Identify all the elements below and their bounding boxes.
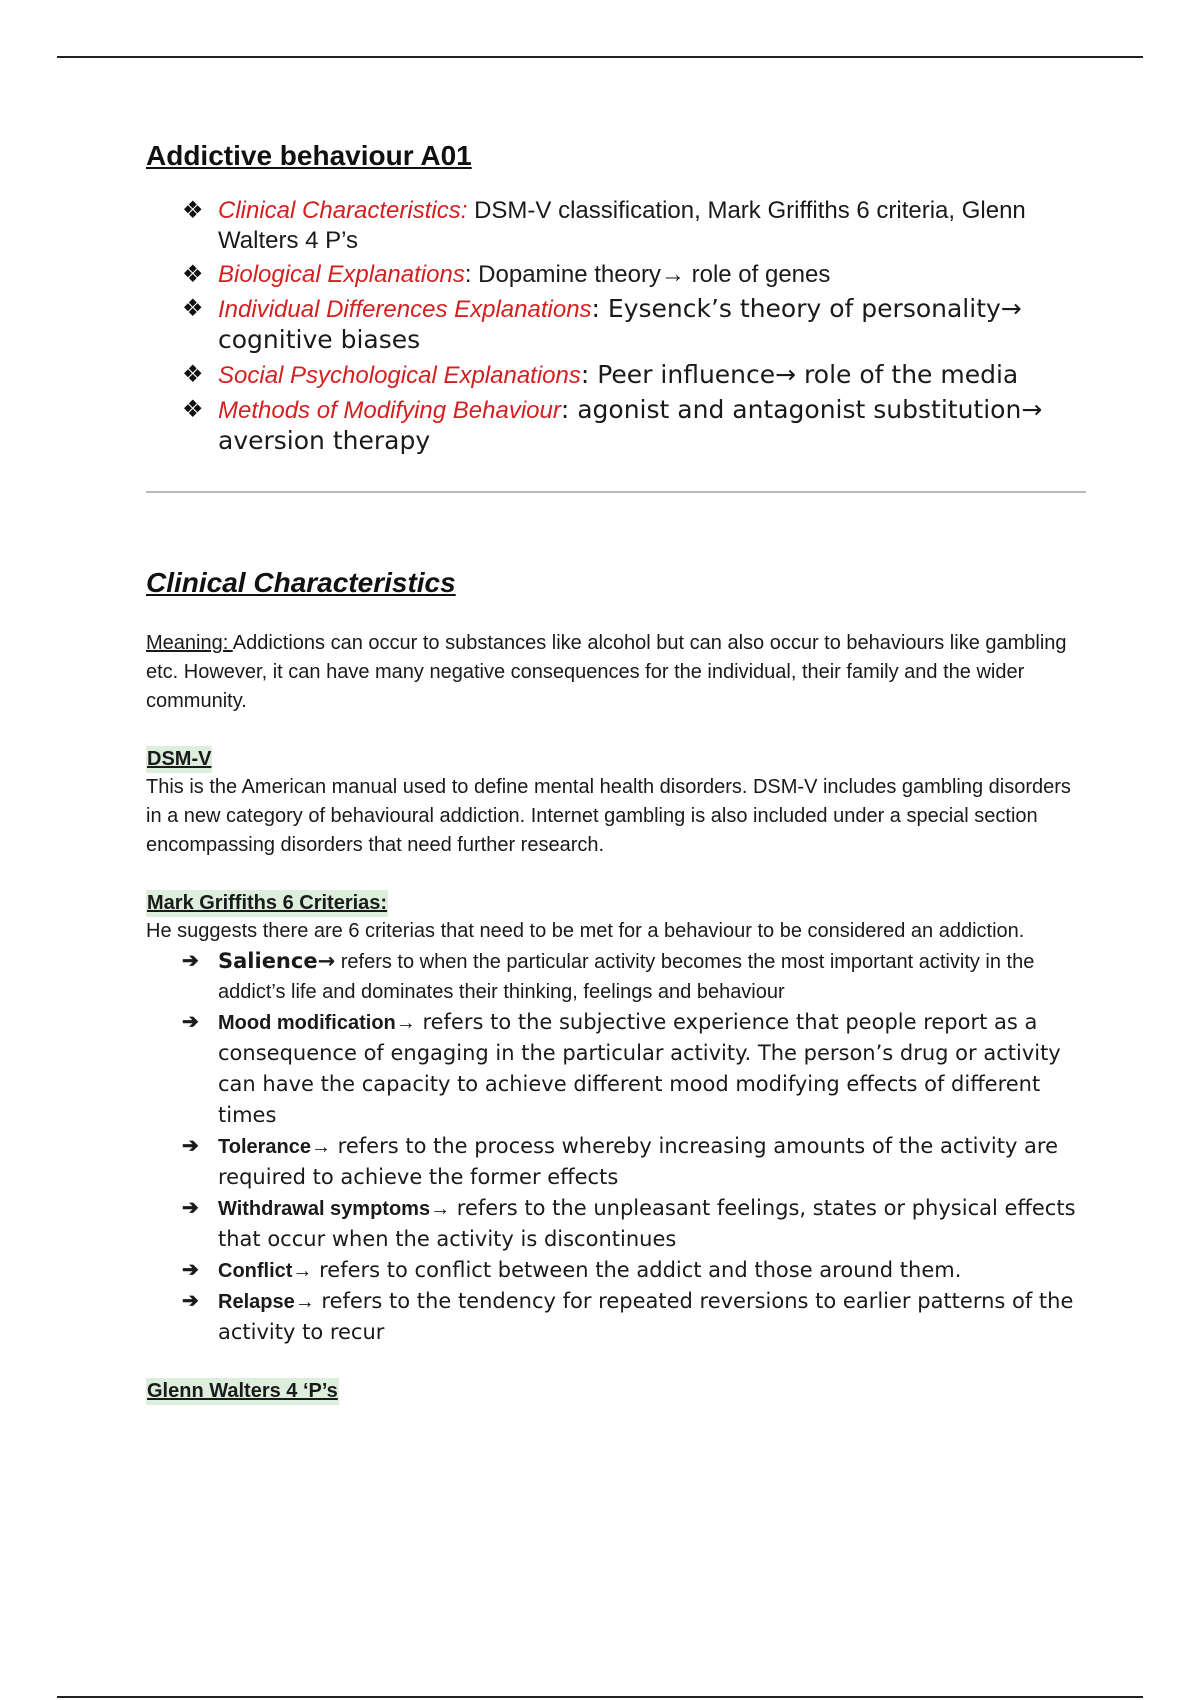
- criteria-list: [146, 946, 1086, 1348]
- topic-text: : Eysenck’s theory of personality→ cognitive biases: [218, 294, 1022, 354]
- page-title: Addictive behaviour A01: [146, 140, 472, 171]
- topic-text: : agonist and antagonist substitution→ aversion therapy: [218, 395, 1043, 455]
- criterion-text: refers to the unpleasant feelings, states or physical effects that occur when the activity is discontinues: [218, 1196, 1076, 1251]
- list-item: [146, 1286, 1086, 1348]
- topic-text: : Dopamine theory→ role of genes: [464, 261, 831, 288]
- topic-label: Individual Differences Explanations: [218, 296, 592, 323]
- griffiths-intro: He suggests there are 6 criterias that need to be met for a behaviour to be considered an addiction.: [146, 920, 1025, 942]
- criterion-term: Relapse→: [218, 1291, 315, 1313]
- arrow-bullet-icon: ➔: [182, 1197, 199, 1219]
- document-body: [146, 140, 1086, 1405]
- top-rule: [57, 56, 1143, 58]
- section-heading: Clinical Characteristics: [146, 567, 456, 598]
- topic-label: Methods of Modifying Behaviour: [218, 397, 561, 424]
- list-item: [146, 1193, 1086, 1255]
- list-item: [146, 360, 1086, 391]
- arrow-bullet-icon: ➔: [182, 1135, 199, 1157]
- criterion-term: Tolerance→: [218, 1136, 331, 1158]
- list-item: [146, 260, 1086, 290]
- diamond-bullet-icon: ❖: [182, 396, 204, 423]
- diamond-bullet-icon: ❖: [182, 261, 204, 288]
- topic-label: Social Psychological Explanations: [218, 362, 581, 389]
- walters-heading: Glenn Walters 4 ‘P’s: [146, 1378, 339, 1405]
- list-item: [146, 196, 1086, 256]
- list-item: [146, 1007, 1086, 1131]
- topic-label: Biological Explanations: [218, 261, 465, 288]
- criterion-text: refers to conflict between the addict and those around them.: [312, 1258, 962, 1282]
- dsm-paragraph: This is the American manual used to define mental health disorders. DSM-V includes gambling disorders in a new category of behavioural addiction. Internet gambling is also included under a special section encompassing disorders that need further research.: [146, 776, 1071, 856]
- meaning-label: Meaning:: [146, 632, 233, 654]
- list-item: [146, 1255, 1086, 1286]
- criterion-text: refers to the tendency for repeated reversions to earlier patterns of the activity to recur: [218, 1289, 1074, 1344]
- criterion-text: refers to the subjective experience that people report as a consequence of engaging in the particular activity. The person’s drug or activity can have the capacity to achieve different mood modifying effects of different times: [218, 1010, 1061, 1127]
- criterion-term: Salience→: [218, 949, 336, 973]
- topic-label: Clinical Characteristics:: [218, 197, 468, 224]
- list-item: [146, 946, 1086, 1007]
- topic-text: DSM-V classification, Mark Griffiths 6 criteria, Glenn Walters 4 P’s: [218, 197, 1026, 254]
- arrow-bullet-icon: ➔: [182, 1290, 199, 1312]
- bottom-rule: [57, 1696, 1143, 1698]
- topic-text: : Peer influence→ role of the media: [580, 360, 1019, 389]
- arrow-bullet-icon: ➔: [182, 950, 199, 972]
- topic-list: [146, 196, 1086, 457]
- criterion-text: refers to when the particular activity becomes the most important activity in the addict’s life and dominates their thinking, feelings and behaviour: [218, 951, 1035, 1003]
- griffiths-heading: Mark Griffiths 6 Criterias:: [146, 890, 388, 917]
- arrow-bullet-icon: ➔: [182, 1011, 199, 1033]
- criterion-term: Conflict→: [218, 1260, 313, 1282]
- section-divider: [146, 491, 1086, 493]
- dsm-heading: DSM-V: [146, 746, 212, 773]
- criterion-term: Mood modification→: [218, 1012, 416, 1034]
- criterion-text: refers to the process whereby increasing amounts of the activity are required to achieve the former effects: [218, 1134, 1059, 1189]
- diamond-bullet-icon: ❖: [182, 295, 204, 322]
- meaning-paragraph: [146, 629, 1086, 716]
- list-item: [146, 294, 1086, 356]
- diamond-bullet-icon: ❖: [182, 361, 204, 388]
- list-item: [146, 395, 1086, 457]
- meaning-text: Addictions can occur to substances like alcohol but can also occur to behaviours like gambling etc. However, it can have many negative consequences for the individual, their family and the wider community.: [146, 632, 1067, 712]
- diamond-bullet-icon: ❖: [182, 197, 204, 224]
- criterion-term: Withdrawal symptoms→: [218, 1198, 451, 1220]
- arrow-bullet-icon: ➔: [182, 1259, 199, 1281]
- list-item: [146, 1131, 1086, 1193]
